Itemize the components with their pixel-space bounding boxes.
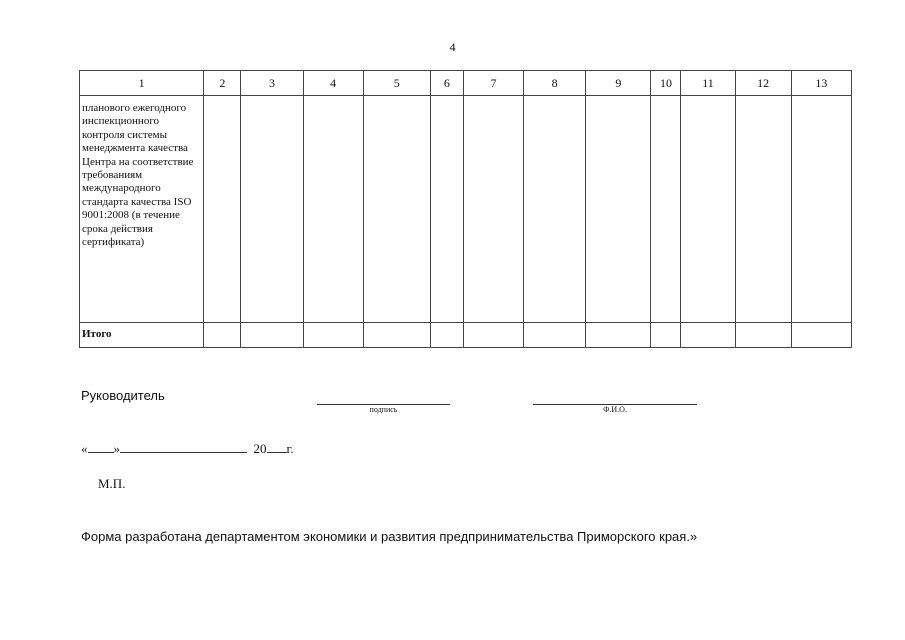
- column-header: 5: [363, 71, 430, 96]
- column-header: 4: [303, 71, 363, 96]
- table-cell: [430, 323, 463, 348]
- open-quote: «: [81, 441, 88, 456]
- table-cell: [681, 96, 735, 323]
- year-prefix: 20: [253, 441, 267, 456]
- table-cell: [651, 96, 681, 323]
- table-cell: [241, 96, 303, 323]
- table-cell: [303, 323, 363, 348]
- year-suffix: г.: [286, 441, 294, 456]
- header-row: [80, 71, 852, 96]
- table-cell: [791, 96, 851, 323]
- column-header: 12: [735, 71, 791, 96]
- table-cell: [363, 323, 430, 348]
- signature-caption: подпись: [369, 405, 398, 414]
- column-header: 3: [241, 71, 303, 96]
- table-cell: [204, 323, 241, 348]
- table-row: [80, 96, 852, 323]
- table-cell: [681, 323, 735, 348]
- table-cell: [651, 323, 681, 348]
- month-blank: [120, 440, 247, 453]
- footer-note: Форма разработана департаментом экономики и развития предпринимательства Приморского края.»: [81, 529, 698, 544]
- table-cell: [430, 96, 463, 323]
- table-cell: [586, 323, 651, 348]
- column-header: 11: [681, 71, 735, 96]
- column-header: 10: [651, 71, 681, 96]
- date-line: [81, 440, 294, 457]
- column-header: 7: [463, 71, 523, 96]
- day-blank: [88, 440, 114, 453]
- column-header: 9: [586, 71, 651, 96]
- column-header: 8: [524, 71, 586, 96]
- table-cell: [735, 323, 791, 348]
- stamp-label: М.П.: [98, 476, 126, 491]
- column-header: 1: [80, 71, 204, 96]
- column-header: 2: [204, 71, 241, 96]
- total-row: [80, 323, 852, 348]
- table-cell: [363, 96, 430, 323]
- table-cell: [241, 323, 303, 348]
- table-cell: [463, 323, 523, 348]
- row-description: планового ежегодного инспекционного контроля системы менеджмента качества Центра на соответствие требованиям международного стандарта качества ISO 9001:2008 (в течение срока действия сертификата): [80, 96, 204, 323]
- head-label: Руководитель: [81, 388, 165, 403]
- column-header: 6: [430, 71, 463, 96]
- close-quote: »: [113, 441, 120, 456]
- table-cell: [303, 96, 363, 323]
- column-header: 13: [791, 71, 851, 96]
- total-label: Итого: [80, 323, 204, 348]
- table-cell: [524, 96, 586, 323]
- report-table: [79, 70, 852, 348]
- name-caption: Ф.И.О.: [603, 405, 627, 414]
- table-cell: [791, 323, 851, 348]
- table-cell: [463, 96, 523, 323]
- table-cell: [735, 96, 791, 323]
- page-number: 4: [449, 40, 456, 54]
- table-cell: [586, 96, 651, 323]
- table-cell: [524, 323, 586, 348]
- year-blank: [267, 440, 287, 453]
- table-cell: [204, 96, 241, 323]
